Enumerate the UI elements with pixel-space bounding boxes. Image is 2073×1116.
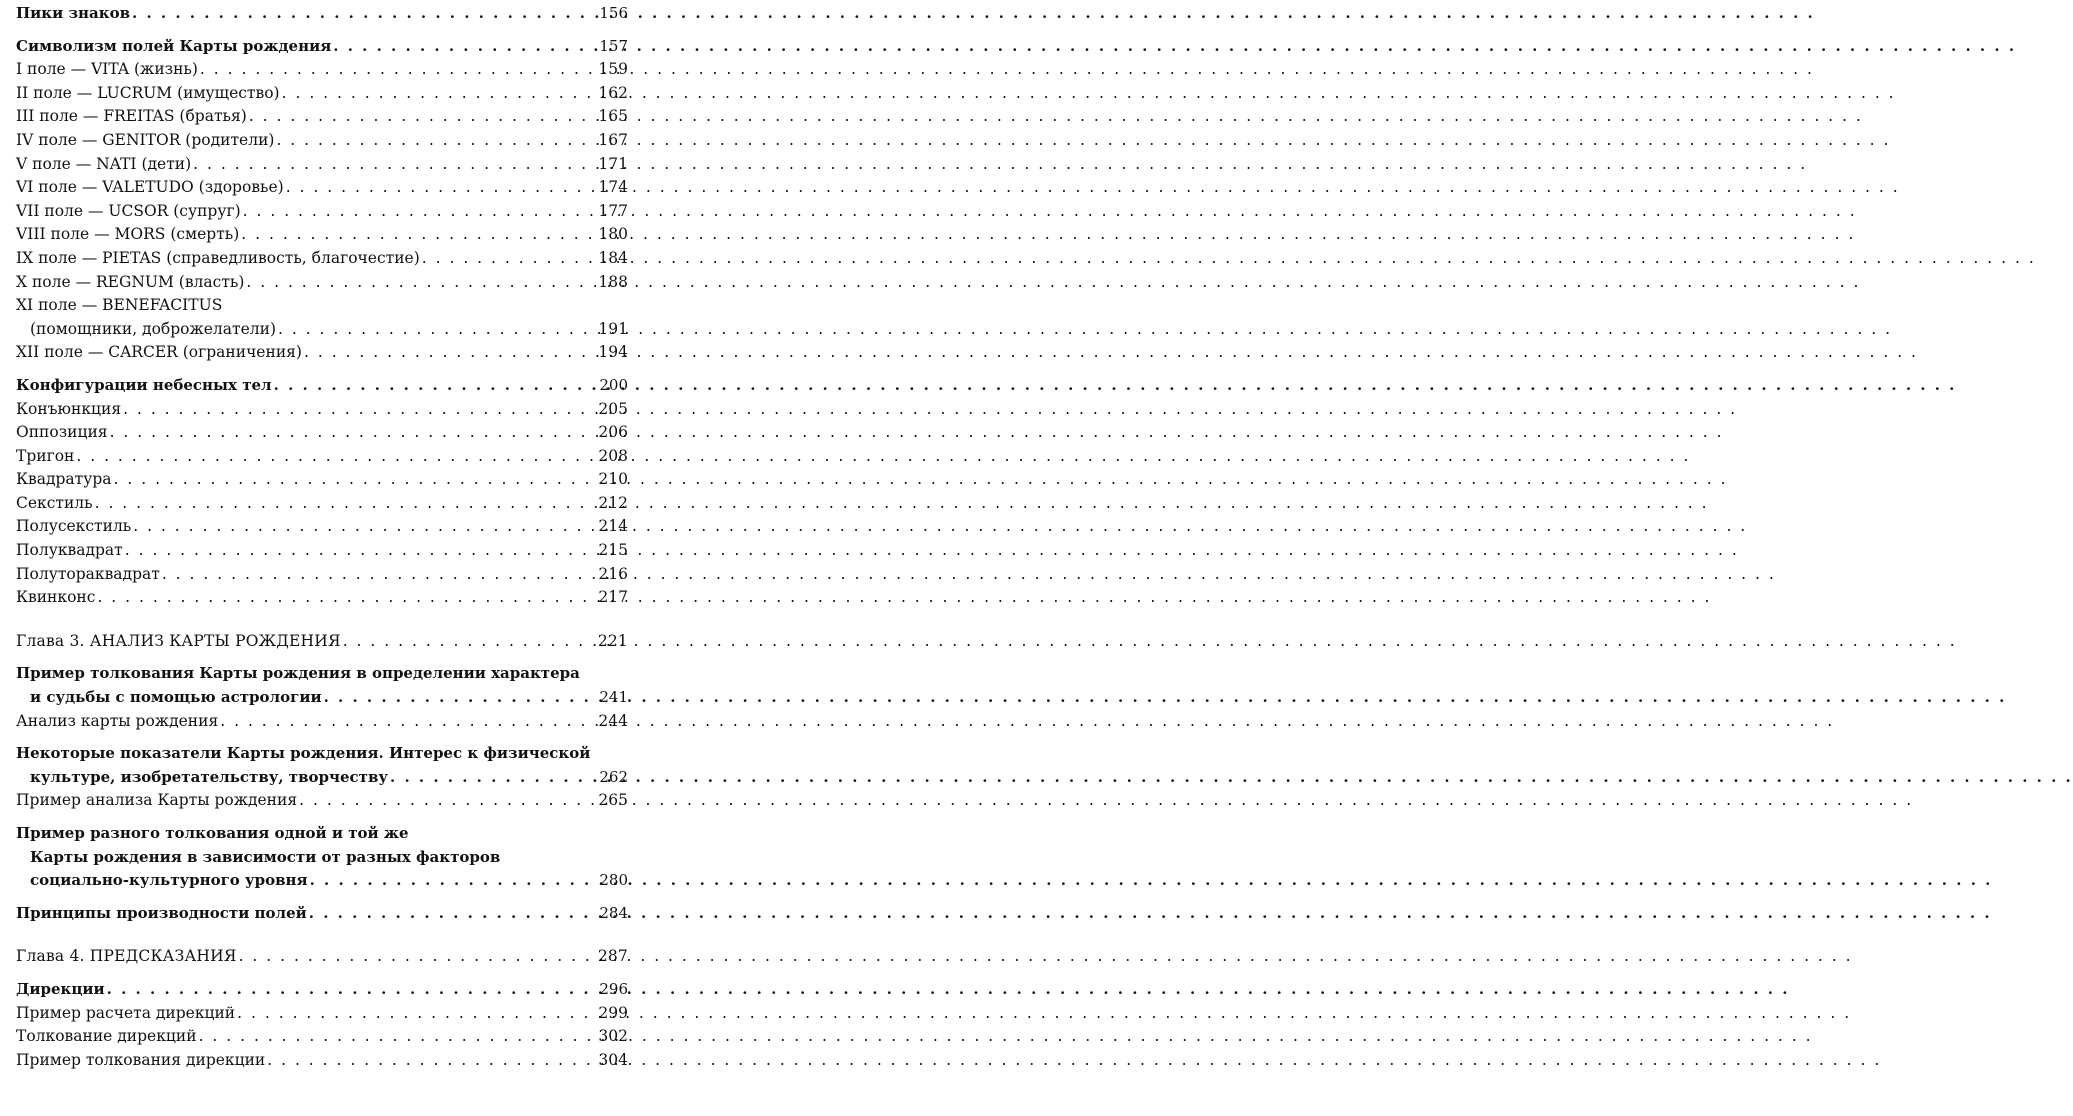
chapter-title: Глава 3. АНАЛИЗ КАРТЫ РОЖДЕНИЯ bbox=[16, 631, 341, 650]
toc-title: X поле — REGNUM (власть) bbox=[16, 272, 245, 291]
toc-title: Квинконс bbox=[16, 588, 96, 607]
dot-leader bbox=[220, 710, 596, 734]
table-of-contents bbox=[16, 2, 628, 1072]
toc-entry bbox=[16, 539, 628, 563]
toc-page: 217 bbox=[598, 588, 628, 607]
dot-leader bbox=[76, 445, 596, 469]
dot-leader bbox=[343, 630, 596, 654]
dot-leader bbox=[249, 105, 597, 129]
toc-title: VIII поле — MORS (смерть) bbox=[16, 225, 240, 244]
toc-entry bbox=[16, 374, 628, 398]
toc-title: Полусекстиль bbox=[16, 517, 132, 536]
dot-leader bbox=[422, 247, 597, 271]
toc-page: 162 bbox=[598, 83, 628, 102]
toc-page: 299 bbox=[598, 1003, 628, 1022]
toc-page: 241 bbox=[599, 688, 628, 707]
dot-leader bbox=[276, 129, 596, 153]
toc-title: XII поле — CARCER (ограничения) bbox=[16, 343, 302, 362]
dot-leader bbox=[299, 789, 596, 813]
chapter-title: Глава 4. ПРЕДСКАЗАНИЯ bbox=[16, 947, 237, 966]
dot-leader bbox=[200, 58, 596, 82]
toc-title: Конъюнкция bbox=[16, 399, 122, 418]
toc-title: Пример анализа Карты рождения bbox=[16, 791, 298, 810]
toc-entry bbox=[16, 341, 628, 365]
toc-entry bbox=[16, 978, 628, 1002]
toc-page: 188 bbox=[598, 272, 628, 291]
toc-entry bbox=[16, 586, 628, 610]
toc-page: 216 bbox=[598, 564, 628, 583]
dot-leader bbox=[304, 341, 596, 365]
toc-title: Пример толкования дирекции bbox=[16, 1050, 266, 1069]
toc-title: Пример толкования Карты рождения в определении характера bbox=[16, 664, 580, 683]
toc-page: 265 bbox=[598, 791, 628, 810]
dot-leader bbox=[114, 468, 597, 492]
toc-title: V поле — NATI (дети) bbox=[16, 154, 192, 173]
toc-title: Оппозиция bbox=[16, 423, 108, 442]
dot-leader bbox=[333, 35, 597, 59]
toc-title: Дирекции bbox=[16, 979, 105, 998]
dot-leader bbox=[193, 153, 596, 177]
dot-leader bbox=[241, 223, 596, 247]
toc-entry bbox=[16, 2, 628, 26]
toc-page: 280 bbox=[599, 871, 628, 890]
toc-page: 296 bbox=[599, 979, 628, 998]
toc-title: Полутораквадрат bbox=[16, 564, 160, 583]
toc-entry bbox=[16, 563, 628, 587]
toc-page: 167 bbox=[598, 130, 628, 149]
toc-page: 157 bbox=[599, 36, 628, 55]
toc-title: Тригон bbox=[16, 446, 75, 465]
toc-page: 194 bbox=[598, 343, 628, 362]
toc-page: 221 bbox=[597, 631, 628, 650]
toc-page: 200 bbox=[599, 375, 628, 394]
dot-leader bbox=[237, 1002, 596, 1026]
toc-page: 206 bbox=[598, 423, 628, 442]
toc-entry bbox=[16, 869, 628, 893]
dot-leader bbox=[278, 318, 596, 342]
toc-entry bbox=[16, 902, 628, 926]
dot-leader bbox=[324, 686, 598, 710]
toc-page: 156 bbox=[599, 4, 628, 22]
dot-leader bbox=[267, 1049, 596, 1073]
toc-page: 191 bbox=[598, 319, 628, 338]
toc-title: Полуквадрат bbox=[16, 541, 123, 560]
toc-page: 205 bbox=[598, 399, 628, 418]
toc-entry bbox=[16, 58, 628, 82]
toc-page: 287 bbox=[597, 947, 628, 966]
toc-chapter bbox=[16, 945, 628, 969]
toc-page: 171 bbox=[598, 154, 628, 173]
toc-entry bbox=[16, 176, 628, 200]
toc-page: 184 bbox=[598, 248, 628, 267]
toc-entry bbox=[16, 686, 628, 710]
toc-title: Некоторые показатели Карты рождения. Интерес к физической bbox=[16, 744, 591, 763]
toc-title: VII поле — UCSOR (супруг) bbox=[16, 201, 241, 220]
toc-title: Пример разного толкования одной и той же bbox=[16, 824, 409, 842]
toc-title: IX поле — PIETAS (справедливость, благочестие) bbox=[16, 248, 420, 267]
dot-leader bbox=[274, 374, 598, 398]
toc-entry bbox=[16, 153, 628, 177]
dot-leader bbox=[95, 492, 597, 516]
toc-title: Анализ карты рождения bbox=[16, 711, 219, 730]
toc-entry bbox=[16, 271, 628, 295]
toc-page: 165 bbox=[598, 107, 628, 126]
toc-page: 304 bbox=[598, 1050, 628, 1069]
dot-leader bbox=[107, 978, 598, 1002]
toc-entry bbox=[16, 247, 628, 271]
toc-page: 262 bbox=[599, 767, 628, 786]
dot-leader bbox=[123, 398, 596, 422]
toc-title-continued: культуре, изобретательству, творчеству bbox=[30, 767, 388, 786]
toc-page: 159 bbox=[598, 60, 628, 79]
toc-title: Секстиль bbox=[16, 493, 93, 512]
toc-title: XI поле — BENEFACITUS bbox=[16, 296, 223, 315]
dot-leader bbox=[125, 539, 597, 563]
toc-page: 208 bbox=[598, 446, 628, 465]
toc-entry bbox=[16, 710, 628, 734]
toc-title: Пример расчета дирекций bbox=[16, 1003, 236, 1022]
dot-leader bbox=[310, 869, 598, 893]
toc-entry bbox=[16, 105, 628, 129]
toc-title-continued: Карты рождения в зависимости от разных факторов bbox=[30, 847, 501, 866]
toc-page: 177 bbox=[598, 201, 628, 220]
toc-title: I поле — VITA (жизнь) bbox=[16, 60, 198, 79]
toc-title-continued: (помощники, доброжелатели) bbox=[30, 319, 276, 338]
dot-leader bbox=[243, 200, 597, 224]
toc-title: III поле — FREITAS (братья) bbox=[16, 107, 247, 126]
toc-entry bbox=[16, 766, 628, 790]
toc-title: Пики знаков bbox=[16, 4, 131, 22]
dot-leader bbox=[390, 766, 597, 790]
toc-title: Квадратура bbox=[16, 470, 112, 489]
dot-leader bbox=[309, 902, 598, 926]
toc-entry bbox=[16, 1002, 628, 1026]
dot-leader bbox=[132, 2, 597, 26]
toc-entry bbox=[16, 492, 628, 516]
toc-entry bbox=[16, 398, 628, 422]
toc-entry bbox=[16, 421, 628, 445]
toc-entry bbox=[16, 445, 628, 469]
toc-entry bbox=[16, 82, 628, 106]
toc-chapter bbox=[16, 630, 628, 654]
toc-page: 214 bbox=[598, 517, 628, 536]
toc-entry bbox=[16, 515, 628, 539]
toc-page: 180 bbox=[598, 225, 628, 244]
dot-leader bbox=[110, 421, 597, 445]
toc-title: Конфигурации небесных тел bbox=[16, 375, 272, 394]
dot-leader bbox=[162, 563, 597, 587]
toc-entry bbox=[16, 35, 628, 59]
toc-entry bbox=[16, 1025, 628, 1049]
toc-page: 284 bbox=[599, 903, 628, 922]
toc-page: 210 bbox=[598, 470, 628, 489]
toc-title-continued: и судьбы с помощью астрологии bbox=[30, 688, 322, 707]
toc-title: Символизм полей Карты рождения bbox=[16, 36, 332, 55]
toc-entry bbox=[16, 129, 628, 153]
dot-leader bbox=[199, 1025, 597, 1049]
dot-leader bbox=[97, 586, 596, 610]
toc-page: 212 bbox=[598, 493, 628, 512]
toc-page: 302 bbox=[598, 1027, 628, 1046]
toc-title: VI поле — VALETUDO (здоровье) bbox=[16, 178, 284, 197]
dot-leader bbox=[239, 945, 596, 969]
toc-entry bbox=[16, 468, 628, 492]
toc-title-continued: социально-культурного уровня bbox=[30, 871, 308, 890]
toc-page: 174 bbox=[598, 178, 628, 197]
toc-page: 215 bbox=[598, 541, 628, 560]
dot-leader bbox=[282, 82, 597, 106]
toc-title: Толкование дирекций bbox=[16, 1027, 197, 1046]
toc-entry bbox=[16, 1049, 628, 1073]
toc-entry bbox=[16, 200, 628, 224]
toc-entry bbox=[16, 318, 628, 342]
toc-page: 244 bbox=[598, 711, 628, 730]
toc-entry bbox=[16, 223, 628, 247]
toc-title: Принципы производности полей bbox=[16, 903, 307, 922]
toc-entry bbox=[16, 789, 628, 813]
toc-title: II поле — LUCRUM (имущество) bbox=[16, 83, 280, 102]
dot-leader bbox=[133, 515, 596, 539]
dot-leader bbox=[286, 176, 597, 200]
toc-title: IV поле — GENITOR (родители) bbox=[16, 130, 275, 149]
dot-leader bbox=[246, 271, 596, 295]
